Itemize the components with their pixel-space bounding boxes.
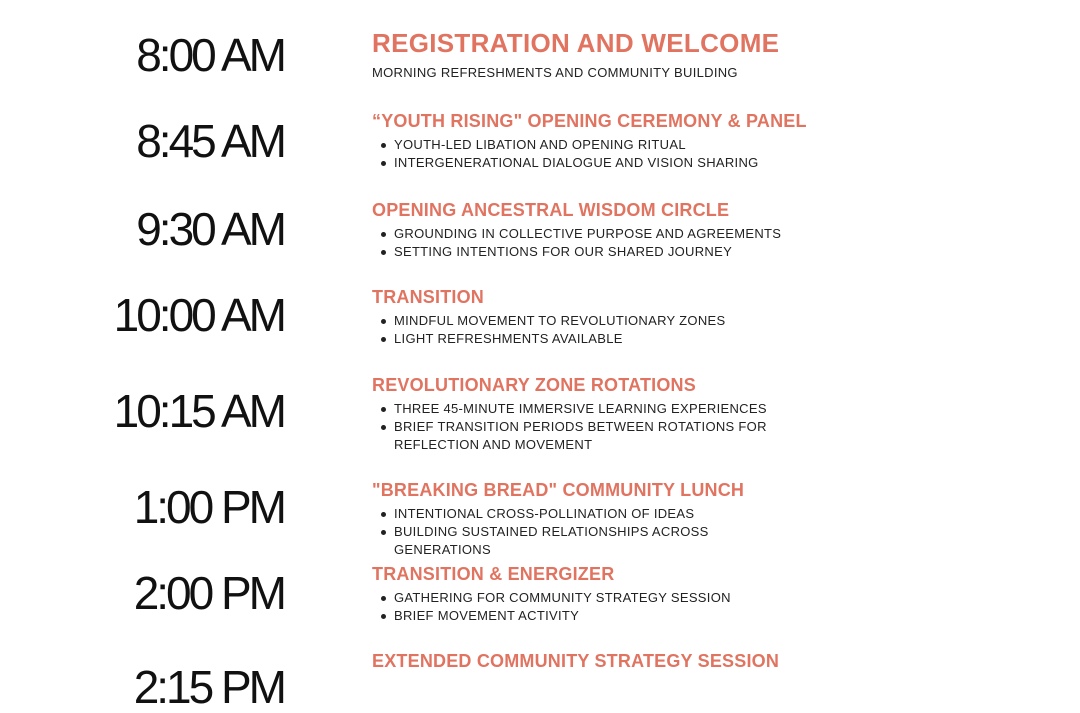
session-title: TRANSITION (372, 287, 484, 307)
session-content (372, 201, 1052, 261)
session-content (372, 376, 1052, 454)
session-content (372, 288, 1052, 348)
bullet-item: MINDFUL MOVEMENT TO REVOLUTIONARY ZONES (372, 312, 1052, 330)
session-title: REVOLUTIONARY ZONE ROTATIONS (372, 375, 696, 395)
time-label: 2:00 PM (133, 567, 284, 619)
time-label: 9:30 AM (136, 203, 284, 255)
bullet-item: BRIEF TRANSITION PERIODS BETWEEN ROTATIONS FOR REFLECTION AND MOVEMENT (372, 418, 1052, 454)
time-label: 10:00 AM (113, 289, 284, 341)
session-content (372, 30, 1052, 80)
bullet-item: GROUNDING IN COLLECTIVE PURPOSE AND AGREEMENTS (372, 225, 1052, 243)
bullet-list (372, 400, 1052, 454)
time-label: 1:00 PM (133, 481, 284, 533)
bullet-list (372, 505, 1052, 559)
session-content (372, 481, 1052, 559)
bullet-item: INTERGENERATIONAL DIALOGUE AND VISION SHARING (372, 154, 1052, 172)
time-label: 2:15 PM (133, 661, 284, 713)
session-title: TRANSITION & ENERGIZER (372, 564, 615, 584)
session-subtitle: MORNING REFRESHMENTS AND COMMUNITY BUILDING (372, 65, 738, 80)
time-label: 8:45 AM (136, 115, 284, 167)
bullet-list (372, 136, 1052, 172)
session-content (372, 112, 1052, 172)
bullet-item: BRIEF MOVEMENT ACTIVITY (372, 607, 1052, 625)
bullet-list (372, 225, 1052, 261)
bullet-item: YOUTH-LED LIBATION AND OPENING RITUAL (372, 136, 1052, 154)
session-title: OPENING ANCESTRAL WISDOM CIRCLE (372, 200, 730, 220)
bullet-list (372, 589, 1052, 625)
bullet-item: THREE 45-MINUTE IMMERSIVE LEARNING EXPERIENCES (372, 400, 1052, 418)
bullet-item: GATHERING FOR COMMUNITY STRATEGY SESSION (372, 589, 1052, 607)
schedule-row (0, 651, 1080, 713)
session-content (372, 565, 1052, 625)
bullet-list (372, 312, 1052, 348)
time-label: 8:00 AM (136, 29, 284, 81)
session-title: “YOUTH RISING" OPENING CEREMONY & PANEL (372, 111, 807, 131)
bullet-item: SETTING INTENTIONS FOR OUR SHARED JOURNEY (372, 243, 1052, 261)
session-content (372, 652, 1052, 670)
time-label: 10:15 AM (113, 385, 284, 437)
bullet-item: LIGHT REFRESHMENTS AVAILABLE (372, 330, 1052, 348)
session-title: "BREAKING BREAD" COMMUNITY LUNCH (372, 480, 745, 500)
session-title: REGISTRATION AND WELCOME (372, 28, 780, 58)
session-title: EXTENDED COMMUNITY STRATEGY SESSION (372, 651, 780, 671)
bullet-item: INTENTIONAL CROSS-POLLINATION OF IDEAS (372, 505, 1052, 523)
bullet-item: BUILDING SUSTAINED RELATIONSHIPS ACROSS GENERATIONS (372, 523, 1052, 559)
